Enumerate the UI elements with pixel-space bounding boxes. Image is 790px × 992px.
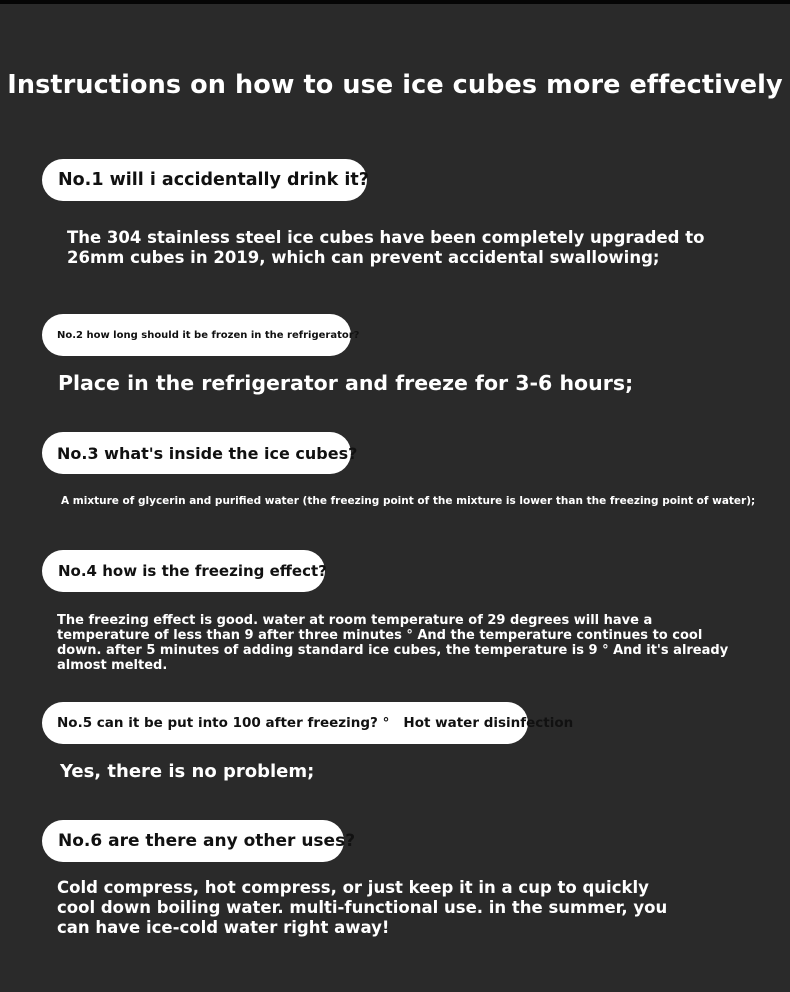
answer-1: The 304 stainless steel ice cubes have been completely upgraded to 26mm cubes in 2019, which can prevent accidental swallowing; bbox=[67, 228, 705, 267]
top-divider-bar bbox=[0, 0, 790, 4]
answer-3: A mixture of glycerin and purified water (the freezing point of the mixture is lower than the freezing point of water); bbox=[61, 495, 756, 507]
answer-2: Place in the refrigerator and freeze for 3-6 hours; bbox=[58, 371, 634, 395]
question-pill-6: No.6 are there any other uses? bbox=[42, 820, 344, 862]
question-pill-1: No.1 will i accidentally drink it? bbox=[42, 159, 367, 201]
question-pill-2: No.2 how long should it be frozen in the refrigerator? bbox=[42, 314, 351, 356]
question-pill-3: No.3 what's inside the ice cubes? bbox=[42, 432, 351, 474]
question-pill-4: No.4 how is the freezing effect? bbox=[42, 550, 325, 592]
answer-4: The freezing effect is good. water at room temperature of 29 degrees will have a temperature of less than 9 after three minutes ° And the temperature continues to cool down. after 5 minutes of adding standard ice cubes, the temperature is 9 ° And it's already almost melted. bbox=[57, 613, 729, 673]
page-title: Instructions on how to use ice cubes more effectively bbox=[7, 70, 783, 100]
question-pill-5: No.5 can it be put into 100 after freezing? ° Hot water disinfection bbox=[42, 702, 528, 744]
answer-5: Yes, there is no problem; bbox=[60, 761, 315, 782]
answer-6: Cold compress, hot compress, or just keep it in a cup to quickly cool down boiling water. multi-functional use. in the summer, you can have ice-cold water right away! bbox=[57, 878, 668, 937]
